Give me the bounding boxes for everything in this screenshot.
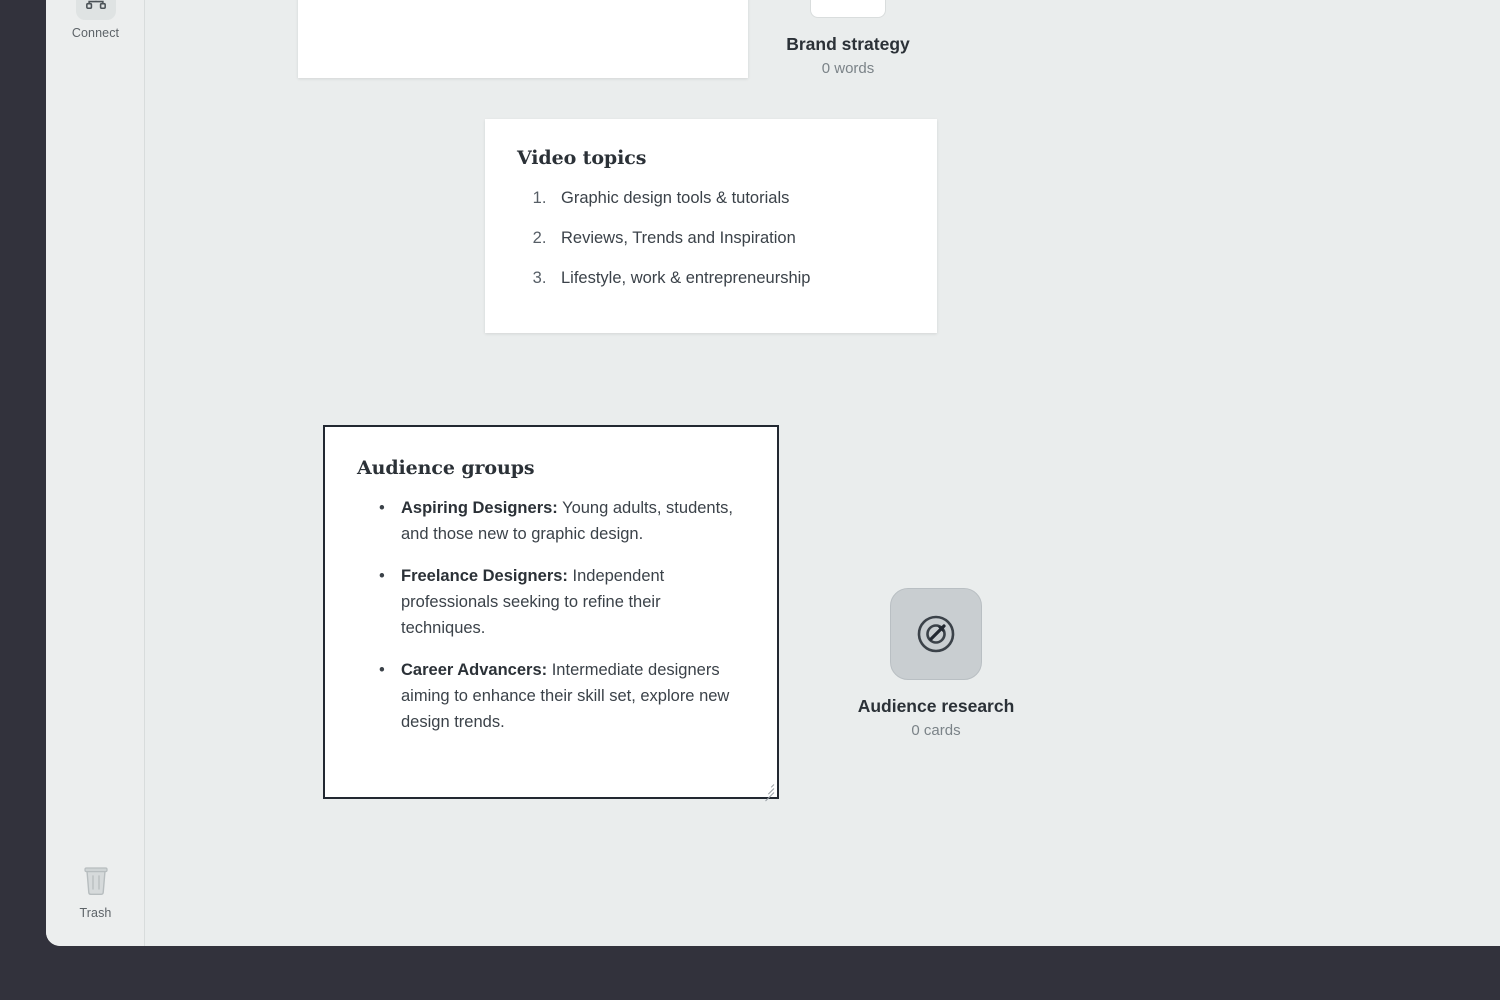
card-audience-groups[interactable] <box>323 425 779 799</box>
list-item-label: Freelance Designers: <box>401 567 568 585</box>
node-brand-strategy-title: Brand strategy <box>786 34 910 54</box>
trash-tile[interactable] <box>76 860 116 900</box>
list-item: 1. Graphic design tools & tutorials <box>551 185 905 211</box>
list-item: 3. Lifestyle, work & entrepreneurship <box>551 265 905 291</box>
node-brand-strategy[interactable] <box>753 0 943 77</box>
card-video-topics[interactable] <box>485 119 937 333</box>
card-audience-groups-title: Audience groups <box>357 457 535 479</box>
list-item-text: Young adults, students, and those new to graphic design. <box>401 499 734 543</box>
list-item-text: Independent professionals seeking to refine their techniques. <box>401 567 665 637</box>
canvas[interactable] <box>145 0 1500 946</box>
connect-nodes-icon <box>85 0 107 11</box>
list-item-label: Aspiring Designers: <box>401 499 558 517</box>
list-item <box>379 657 745 735</box>
list-item <box>379 563 745 641</box>
node-audience-research[interactable] <box>841 588 1031 739</box>
list-item-label: Career Advancers: <box>401 661 548 679</box>
app-window <box>46 0 1500 946</box>
rail-item-trash-label: Trash <box>79 906 112 920</box>
video-topics-list <box>517 185 905 291</box>
rail-item-connect-label: Connect <box>71 26 120 40</box>
trash-icon <box>82 864 110 896</box>
card-resize-handle[interactable] <box>762 782 774 794</box>
list-item <box>379 495 745 547</box>
left-rail <box>46 0 145 946</box>
rail-item-connect[interactable] <box>46 0 145 40</box>
list-item-text: Intermediate designers aiming to enhance their skill set, explore new design trends. <box>401 661 730 731</box>
brand-strategy-tile[interactable] <box>810 0 886 18</box>
connect-tile[interactable] <box>76 0 116 20</box>
audience-research-tile[interactable] <box>890 588 982 680</box>
list-item: 2. Reviews, Trends and Inspiration <box>551 225 905 251</box>
node-brand-strategy-subtitle: 0 words <box>821 60 875 77</box>
card-description[interactable] <box>298 0 748 78</box>
target-arrow-icon <box>913 611 959 657</box>
rail-item-trash[interactable] <box>46 860 145 920</box>
node-audience-research-subtitle: 0 cards <box>911 722 961 739</box>
card-video-topics-title: Video topics <box>517 147 647 169</box>
node-audience-research-title: Audience research <box>857 696 1015 716</box>
audience-groups-list <box>357 495 745 735</box>
